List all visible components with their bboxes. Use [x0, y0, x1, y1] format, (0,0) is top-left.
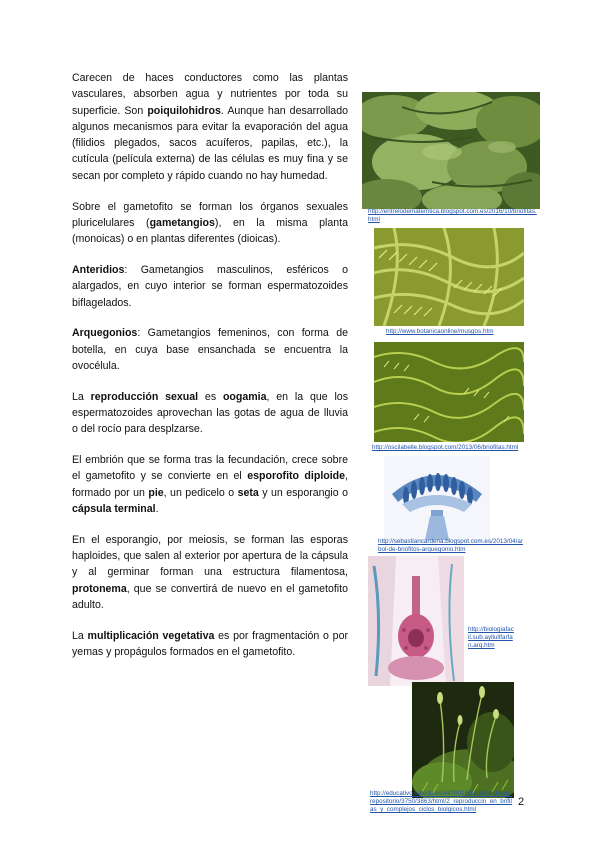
text-run: La [72, 629, 88, 642]
paragraph [72, 325, 348, 374]
text-run: es [198, 390, 223, 403]
bold-term: oogamia [222, 390, 267, 403]
photo-caption[interactable]: http://entrelodematemtica.blogspot.com.es/2016/10/briofitas.html [368, 208, 537, 223]
text-run: , en la que los espermatozoides aprovechan las gotas de agua de lluvia o del rocío para desplzarse. [72, 390, 348, 436]
bold-term: Anteridios [72, 263, 125, 276]
moss-carpet-photo [374, 342, 524, 442]
liverwort-photo [362, 92, 540, 209]
text-run: y un esporangio o [258, 486, 349, 499]
photo-caption[interactable]: http://educativo.catedu.es/44700165/aula/archivos/repositorio/3750/3863/html/2_reproduccin_en_brifitas_y_complejos_ciclos_biolgicos.html [370, 790, 513, 813]
photo-caption[interactable]: http://biologiafacil.sub.ayllullfarfan.arq.htm [468, 626, 514, 649]
page-number: 2 [518, 796, 525, 808]
text-run: Carecen de haces conductores como las plantas vasculares, absorben agua y nutrientes por toda su superficie. Son [72, 72, 348, 117]
photo-caption[interactable]: http://www.botanicaonline/musgos.htm [386, 328, 494, 335]
text-run: . Aunque han desarrollado algunos mecanismos para evitar la evaporación del agua (filidios plegados, sacos acuíferos, papilas, etc.), la cutícula (película externa) de las células es muy fina y se secan por completo y rápido cuando no hay humedad. [72, 104, 348, 182]
paragraph [72, 389, 348, 438]
bold-term: Arquegonios [72, 327, 138, 340]
text-run: En el esporangio, por meiosis, se forman las esporas haploides, que salen al exterior por apertura de la cápsula y al germinar forman una estructura filamentosa, [72, 533, 348, 579]
photo-caption[interactable]: http://sebastiancardena.blogspot.com.es/2013/04/arbol-de-briofitos-arquegonio.htm [378, 538, 523, 553]
bold-term: pie [148, 486, 164, 499]
moss-fronds-photo [374, 228, 524, 326]
paragraph [72, 628, 348, 661]
text-run: . [155, 503, 159, 516]
text-run: , un pedicelo o [163, 486, 238, 499]
text-run: : Gametangios femeninos, con forma de botella, en cuya base ensanchada se encuentra la ovocélula. [72, 327, 348, 372]
bold-term: esporofito diploide [247, 470, 346, 483]
photo-caption[interactable]: http://oscilabelle.blogspot.com/2013/06/briofitas.html [372, 444, 519, 451]
text-run: El embrión que se forma tras la fecundación, crece sobre el gametofito y se convierte en el [72, 454, 348, 483]
bold-term: protonema [72, 582, 127, 595]
text-run: La [72, 390, 91, 403]
paragraph [72, 70, 348, 184]
paragraph [72, 452, 348, 517]
bold-term: cápsula terminal [72, 503, 156, 516]
bold-term: multiplicación vegetativa [87, 629, 215, 642]
archegonium-micrograph [368, 556, 464, 686]
text-run: ), en la misma planta (monoicas) o en plantas diferentes (dioicas). [72, 216, 348, 246]
text-run: , que se convertirá de nuevo en el gametofito adulto. [72, 582, 348, 612]
antheridium-section-image [384, 456, 490, 542]
bold-term: poiquilohidros [147, 104, 221, 117]
text-run: Sobre el gametofito se forman los órganos sexuales pluricelulares ( [72, 200, 348, 229]
sporophyte-photo [412, 682, 514, 798]
bold-term: gametangios [149, 216, 215, 229]
paragraph [72, 262, 348, 311]
text-run: , formado por un [72, 470, 348, 499]
paragraph [72, 199, 348, 248]
body-text [72, 70, 348, 675]
bold-term: seta [237, 486, 259, 499]
text-run: es por fragmentación o por yemas y propágulos formados en el gametofito. [72, 629, 348, 659]
paragraph [72, 532, 348, 613]
text-run: : Gametangios masculinos, esféricos o alargados, en cuyo interior se forman espermatozoides biflagelados. [72, 263, 348, 309]
bold-term: reproducción sexual [90, 390, 199, 403]
